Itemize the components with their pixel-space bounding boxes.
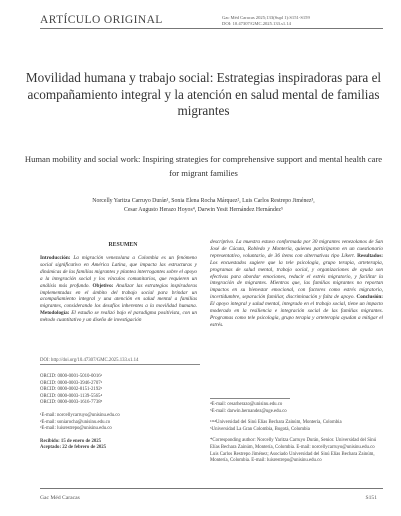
abstract-left-column xyxy=(40,255,197,324)
orcid-3[interactable]: ORCID: 0000-0002-8151-2192³ xyxy=(40,387,103,393)
email-3[interactable]: ³E-mail: luisrestrepo@unisinu.edu.co xyxy=(40,426,112,432)
intro-text: La migración venezolana a Colombia es un fenómeno social significativo en América Latina, que impacta las estructuras y dinámicas de las familias migrantes y plantea interrogantes sobre el apoyo a la integración social y los vínculos comunitarios, que requieren un análisis más profundo. xyxy=(40,255,197,289)
article-type-label: ARTÍCULO ORIGINAL xyxy=(40,14,163,26)
email-5[interactable]: ⁵E-mail: darwin.hernandez@uge.edu.co xyxy=(210,408,287,414)
email-1[interactable]: ¹E-mail: norcellycarruyo@unisinu.edu.co xyxy=(40,412,120,418)
journal-citation: Gac Méd Caracas 2025;133(Supl 1):S151-S159 xyxy=(222,15,310,20)
title-spanish: Movilidad humana y trabajo social: Estrategias inspiradoras para el acompañamiento integral y la atención en salud mental de familias migrantes xyxy=(25,70,382,119)
title-english: Human mobility and social work: Inspiring strategies for comprehensive support and mental health care for migrant families xyxy=(24,154,383,178)
email-4[interactable]: ⁴E-mail: cesarherazo@unisinu.edu.co xyxy=(210,402,283,407)
email-2[interactable]: ²E-mail: soniarocha@unisinu.edu.co xyxy=(40,419,111,425)
affiliation-block xyxy=(210,402,383,465)
footer-divider xyxy=(40,488,383,489)
author-line-1: Norcelly Yaritza Carruyo Durán¹, Sonia Elena Rocha Márquez², Luis Carlos Restrepo Jiménez³, xyxy=(92,198,315,204)
journal-doi: DOI: 10.47307/GMC.2025.133.s1.14 xyxy=(222,21,291,27)
sample-text: descriptivo. La muestra estuvo conformada por 30 migrantes venezolanos de San José de Cúcuta, Robledo y Montería, quienes participaron en un cuestionario representativo, voluntario, de 36 ítems con alternativas tipo Likert. xyxy=(210,239,383,259)
conclusion-label: Conclusión: xyxy=(356,294,384,301)
affiliation-1: ¹²³⁴Universidad del Sinú Elías Bechara Zainúm, Montería, Colombia xyxy=(210,420,342,426)
author-line-2: Cesar Augusto Herazo Hoyos⁴, Darwin Yesit Hernández Hernández⁵ xyxy=(123,207,284,214)
objective-label: Objetivo: xyxy=(92,282,114,289)
doi-link[interactable]: DOI: http://doi.org/10.47307/GMC.2025.133.s1.14 xyxy=(40,358,139,363)
intro-label: Introducción: xyxy=(40,255,71,261)
footer-journal: Gac Méd Caracas xyxy=(40,495,80,501)
orcid-5[interactable]: ORCID: 0000-0003-1616-7738⁵ xyxy=(40,400,103,406)
objective-text: Analizar las estrategias inspiradoras implementadas en el ámbito del trabajo social para brindar un acompañamiento integral y una atención en salud mental a familias migrantes, considerando los desafíos inherentes a la movilidad humana. xyxy=(40,282,197,310)
author-list xyxy=(24,197,383,215)
page-number: S151 xyxy=(365,495,377,501)
header-divider xyxy=(40,28,383,29)
orcid-1[interactable]: ORCID: 0000-0001-5010-0016¹ xyxy=(40,374,103,379)
conclusion-text: El apoyo integral y salud mental, integrado en el trabajo social, tiene un impacto moderado en la resiliencia e integración social de las familias migrantes. Programas como tele psicología, grupo terapia y arteterapia ayudan a mitigar el estrés. xyxy=(210,301,383,328)
author-metadata xyxy=(40,374,205,452)
corresponding-author: *Corresponding author: Norcelly Yaritza Carruyo Durán, Senior. Universidad del Sinú Elías Bechara Zainúm, Montería, Colombia. E-mail: norcellycarruyo@unisinu.edu.co Luis Carlos Restrepo Jiménez; Asociado Universidad del Sinú Elías Bechara Zainúm, Montería, Colombia. E-mail: luisrestrepo@unisinu.edu.co xyxy=(210,438,376,464)
abstract-right-column xyxy=(210,239,383,329)
results-text: Los encuestados sugiere que la tele psicología, grupo terapia, arteterapia, programas de salud mental, trabajo social, y organizaciones de ayuda son efectivas para abordar emociones, reducir el estrés migratorio, y facilitar la integración de migrantes. Mientras que, las familias migrantes no reportan impactos en su bienestar emocional, con factores como estrés migratorio, incertidumbre, separación familiar, discriminación y falta de apoyo. xyxy=(210,259,383,301)
abstract-heading: RESUMEN xyxy=(108,242,138,248)
doi-divider xyxy=(40,364,200,365)
method-label: Metodología: xyxy=(40,310,70,317)
orcid-2[interactable]: ORCID: 0000-0003-3946-2707² xyxy=(40,380,103,386)
results-label: Resultados: xyxy=(357,252,384,259)
journal-reference xyxy=(222,15,382,28)
affiliation-2: ⁵Universidad La Gran Colombia, Bogotá, Colombia xyxy=(210,426,310,432)
orcid-4[interactable]: ORCID: 0000-0003-1139-5565⁴ xyxy=(40,393,103,399)
accepted-date: Aceptado: 22 de febrero de 2025 xyxy=(40,445,107,451)
footnote-divider xyxy=(210,398,290,399)
received-date: Recibido: 15 de enero de 2025 xyxy=(40,438,102,444)
method-text: El estudio se realizó bajo el paradigma positivista, con un método cuantitativo y un diseño de investigación xyxy=(40,310,197,324)
